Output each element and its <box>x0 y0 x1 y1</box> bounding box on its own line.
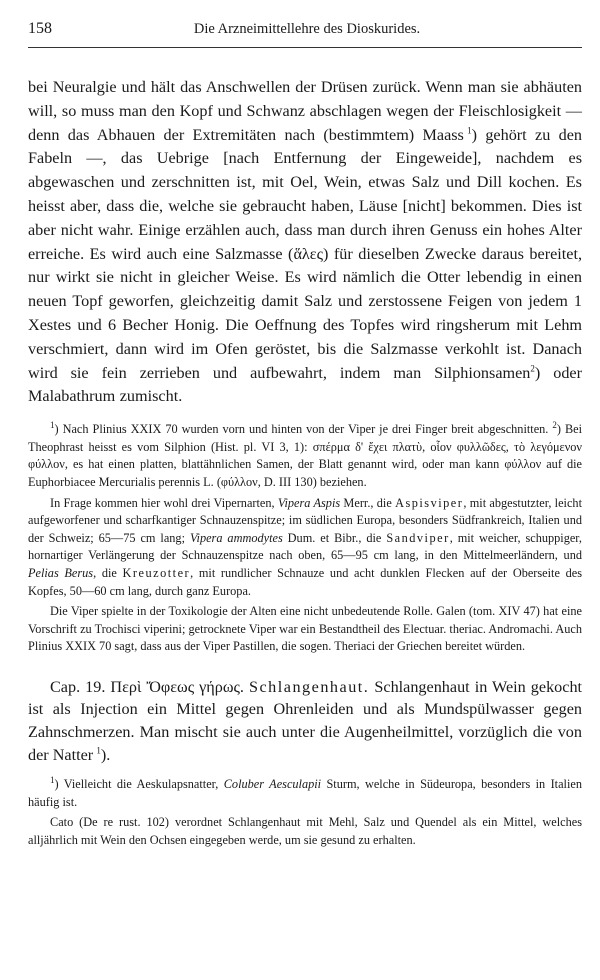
text-run: , mit rundlicher Schnauze und acht dunklen Flecken auf der Oberseite des Kopfes, 50—60 cm lang, durch ganz Europa. <box>28 565 582 598</box>
page-header <box>28 20 582 48</box>
footnote-text: ) Nach Plinius XXIX 70 wurden vorn und hinten von der Viper je drei Finger breit abgeschnitten. <box>54 422 549 437</box>
page-number: 158 <box>28 20 52 37</box>
footnote-number: 1 <box>50 775 55 786</box>
text-run: Merr., die <box>340 495 396 510</box>
main-text-part: ) gehört zu den Fabeln —, das Uebrige [nach Entfernung der Eingeweide], nachdem es abgewaschen und zerschnitten ist, mit Oel, Wein, etwas Salz und Dill kochen. Es heisst aber, dass die, welche sie gebraucht haben, Läuse [nicht] bekommen. Dies ist aber nicht wahr. Einige erzählen auch, dass man durch ihren Genuss ein hohes Alter erreiche. Es wird auch eine Salzmasse (ἅλες) für dieselben Zwecke daraus bereitet, nur wirkt sie nicht in gleicher Weise. Es wird nämlich die Otter lebendig in einen neuen Topf geworfen, gleichzeitig damit Salz und zerstossene Feigen von jedem 1 Xestes und 6 Becher Honig. Die Oeffnung des Topfes wird ringsherum mit Lehm verschmiert, dann wird im Ofen geröstet, bis die Salzmasse verkohlt ist. Danach wird sie fein zerrieben und aufbewahrt, indem man Silphionsamen <box>28 125 582 382</box>
main-text-part: ) oder Malabathrum zumischt. <box>28 363 583 406</box>
commentary <box>28 495 582 656</box>
footnote-number: 1 <box>50 420 55 431</box>
chapter-footnotes <box>28 776 582 849</box>
chapter-text: Schlangenhaut in Wein gekocht ist als Injection ein Mittel gegen Ohrenleiden und als Mundspülwasser gegen Zahnschmerzen. Man mischt sie auch unter die Augenheilmittel, vorzüglich die von der Natter <box>28 677 583 764</box>
chapter-greek-title: Περὶ Ὄφεως γήρως. <box>110 677 244 696</box>
common-name: Kreuzotter <box>122 565 191 580</box>
chapter-text-end: ). <box>100 745 111 764</box>
text-run: Dum. et Bibr., die <box>282 530 387 545</box>
commentary-paragraph: Die Viper spielte in der Toxikologie der Alten eine nicht unbedeutende Rolle. Galen (tom. XIV 47) hat eine Vorschrift zu Trochisci viperini; getrocknete Viper war ein Bestandtheil des Electuar. theriac. Andromachi. Auch Plinius XXIX 70 sagt, dass aus der Viper Pastillen, die sogen. Theriaci der Griechen bereitet würden. <box>28 604 582 654</box>
species-name: Vipera Aspis <box>277 495 341 510</box>
page <box>28 20 582 850</box>
main-paragraph <box>28 76 582 409</box>
commentary-paragraph <box>28 495 582 601</box>
running-title: Die Arzneimittellehre des Dioskurides. <box>193 21 421 37</box>
chapter-paragraph <box>28 676 582 766</box>
text-run: In Frage kommen hier wohl drei Vipernarten, <box>50 495 278 510</box>
text-run: , mit weicher, schuppiger, hornartiger Verlängerung der Schnauzenspitze nach oben, 65—95 cm lang, in den Mittelmeerländern, und <box>28 530 582 563</box>
footnote <box>28 421 582 491</box>
text-run: , mit abgestutzter, leicht aufgeworfener und scharfkantiger Schnauzenspitze; im südlichen Europa, besonders Südfrankreich, Italien und der Schweiz; 65—75 cm lang; <box>28 495 582 545</box>
common-name: Aspisviper <box>395 495 464 510</box>
footnote-mark: 1 <box>96 745 101 756</box>
chapter-title: Schlangenhaut. <box>248 677 370 696</box>
text-run: , die <box>93 565 123 580</box>
footnote-text: ) Bei Theophrast heisst es vom Silphion (Hist. pl. VI 3, 1): σπέρμα δ' ἔχει πλατὺ, οἷον φυλλῶδες, τὸ λεγόμενον φύλλον, es hat einen platten, blattähnlichen Samen, der Blatt genannt wird, oder man kann φύλλον auf die Euphorbiacee Mercurialis perennis L. (φύλλον, D. III 130) beziehen. <box>28 422 583 489</box>
footnote-mark: 1 <box>467 125 472 136</box>
species-name: Pelias Berus <box>28 565 94 580</box>
text-run: Sturm, welche in Südeuropa, besonders in Italien häufig ist. <box>28 777 582 809</box>
species-name: Coluber Aesculapii <box>223 777 322 792</box>
footnote <box>28 776 582 811</box>
species-name: Vipera ammodytes <box>189 530 283 545</box>
commentary-paragraph: Cato (De re rust. 102) verordnet Schlangenhaut mit Mehl, Salz und Quendel als ein Mittel, welches alljährlich mit Wein den Ochsen eingegeben werde, um sie gesund zu erhalten. <box>28 815 582 848</box>
main-text-part: bei Neuralgie und hält das Anschwellen der Drüsen zurück. Wenn man sie abhäuten will, so muss man den Kopf und Schwanz abschlagen wegen der Fleischlosigkeit — denn das Abhauen der Extremitäten nach (bestimmtem) Maass <box>28 78 582 144</box>
chapter-label: Cap. 19. <box>50 677 106 696</box>
common-name: Sandviper <box>386 530 450 545</box>
footnote-mark: 2 <box>530 363 535 374</box>
footnote-number: 2 <box>552 420 557 431</box>
text-run: ) Vielleicht die Aeskulapsnatter, <box>54 777 224 792</box>
footnotes <box>28 421 582 491</box>
